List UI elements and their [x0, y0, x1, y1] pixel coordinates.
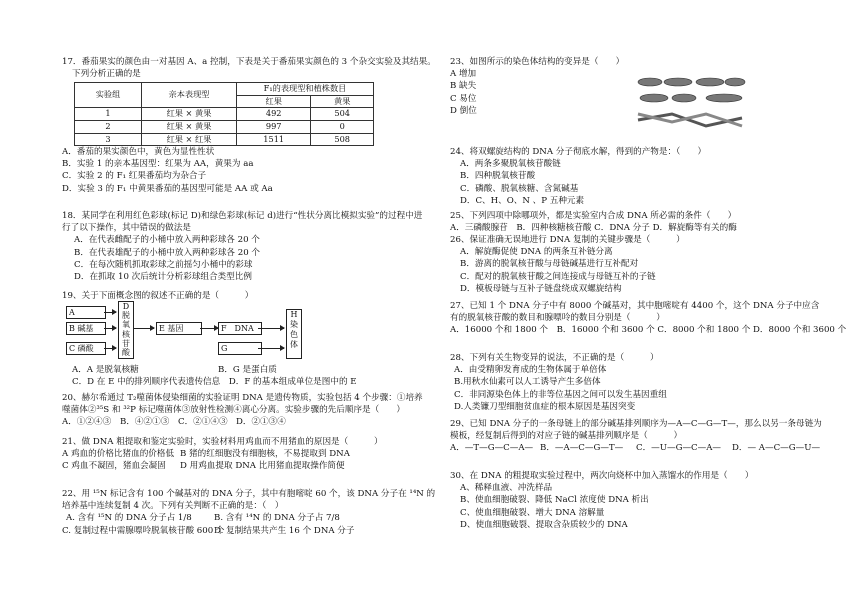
- option-a[interactable]: A．在代表雌配子的小桶中放入两种彩球各 20 个: [74, 235, 260, 246]
- option-a[interactable]: A、稀释血液、冲洗样品: [460, 483, 553, 494]
- option-a[interactable]: A．由受精卵发育成的生物体属于单倍体: [454, 365, 607, 376]
- option-b[interactable]: B．实验 1 的亲本基因型：红果为 AA，黄果为 aa: [62, 159, 254, 170]
- arrow-d-e: [134, 328, 154, 329]
- option-b[interactable]: B．游离的脱氧核苷酸与母链碱基进行互补配对: [460, 259, 639, 270]
- option-d[interactable]: D 倒位: [450, 105, 477, 116]
- option-b[interactable]: B 缺失: [450, 81, 477, 92]
- header-parent: 亲本表现型: [142, 83, 237, 108]
- option-c-d[interactable]: C．D 在 E 中的排列顺序代表遗传信息 D．F 的基本组成单位是图中的 E: [72, 377, 357, 388]
- question-30: [450, 470, 753, 531]
- option-a[interactable]: A．—T—G—C—A—: [450, 443, 534, 454]
- q22-line1: 22、用 ¹⁵N 标记含有 100 个碱基对的 DNA 分子，其中有胞嘧啶 60 个，该 DNA 分子在 ¹⁴N 的: [62, 489, 436, 499]
- node-d-char: 核: [122, 329, 130, 339]
- option-c[interactable]: C．非同源染色体上的非等位基因之间可以发生基因重组: [454, 389, 667, 400]
- q29-line1: 29、已知 DNA 分子的一条母链上的部分碱基排列顺序为—A—C—G—T—，那么以另一条母链为: [450, 419, 822, 429]
- option-c[interactable]: C．配对的脱氧核苷酸之间连接成与母链互补的子链: [460, 271, 656, 282]
- option-d[interactable]: D．②①③④: [236, 417, 286, 428]
- option-a[interactable]: A 增加: [450, 69, 477, 80]
- q17-options: [62, 146, 273, 195]
- option-c[interactable]: C．—U—G—C—A—: [636, 443, 722, 454]
- header-f1: F₁的表现型和植株数目: [237, 83, 374, 96]
- node-b-label: 碱基: [77, 324, 94, 333]
- q29-line2: 模板，经复制后得到的对应子链的碱基排列顺序是（ ）: [450, 431, 683, 442]
- question-29: [450, 418, 822, 455]
- chromosome-figure: [632, 70, 752, 132]
- node-h-char: 染: [290, 320, 298, 329]
- option-a[interactable]: A．两条多聚脱氧核苷酸链: [460, 159, 561, 170]
- cell-red: 997: [237, 120, 311, 133]
- node-e: E 基因: [156, 322, 202, 335]
- q17-table: [74, 82, 374, 146]
- cell-cross: 红果 × 黄果: [142, 120, 237, 133]
- node-d-char: 脱: [122, 311, 130, 321]
- node-f: F DNA: [218, 322, 262, 335]
- node-d: [118, 301, 134, 359]
- arrow-g-h: [258, 348, 284, 349]
- node-c: [66, 342, 106, 355]
- cell-id: 2: [75, 120, 142, 133]
- cell-cross: 红果 × 红果: [142, 133, 237, 146]
- cell-red: 492: [237, 108, 311, 121]
- option-d[interactable]: D. 复制结果共产生 16 个 DNA 分子: [214, 525, 355, 536]
- table-row: [75, 133, 374, 146]
- option-b[interactable]: B．四种脱氧核苷酸: [460, 171, 536, 182]
- question-24: [450, 146, 706, 207]
- option-b[interactable]: B 猪的红细胞没有细胞核，不易提取到 DNA: [180, 449, 350, 460]
- question-23: [450, 56, 624, 117]
- option-c[interactable]: C．②①④③: [178, 417, 228, 428]
- option-d[interactable]: D．模板母链与互补子链盘绕成双螺旋结构: [460, 283, 622, 294]
- node-h-char: 色: [290, 330, 298, 339]
- node-d-char: 氧: [122, 320, 130, 330]
- node-d-char: 苷: [122, 338, 130, 348]
- option-b[interactable]: B．—A—C—G—T—: [540, 443, 624, 454]
- header-yellow: 黄果: [311, 95, 374, 108]
- option-c[interactable]: C．实验 2 的 F₁ 红果番茄均为杂合子: [62, 171, 207, 182]
- option-d[interactable]: D.人类镰刀型细胞贫血症的根本原因是基因突变: [454, 401, 636, 412]
- node-h-char: 体: [290, 340, 298, 349]
- cell-id: 1: [75, 108, 142, 121]
- node-a: A: [66, 306, 106, 319]
- q28-stem: 28、下列有关生物变异的说法，不正确的是（ ）: [450, 353, 659, 363]
- cell-yellow: 508: [311, 133, 374, 146]
- option-c[interactable]: C．在每次随机抓取彩球之前摇匀小桶中的彩球: [74, 259, 253, 270]
- option-a[interactable]: A．解旋酶促使 DNA 的两条互补链分离: [460, 247, 613, 258]
- option-a[interactable]: A．①②④③: [62, 417, 112, 428]
- option-d[interactable]: D 用鸡血提取 DNA 比用猪血提取操作简便: [180, 461, 345, 472]
- option-b[interactable]: B．④②①③: [120, 417, 170, 428]
- q30-stem: 30、在 DNA 的粗提取实验过程中，两次向烧杯中加入蒸馏水的作用是（ ）: [450, 471, 754, 481]
- cell-yellow: 0: [311, 120, 374, 133]
- option-c[interactable]: C 易位: [450, 93, 477, 104]
- q19-stem: 19、关于下面概念图的叙述不正确的是（ ）: [62, 291, 254, 301]
- node-c-letter: C: [69, 344, 76, 353]
- question-18: [62, 210, 422, 283]
- q27-line2: 有的脱氧核苷酸的数目和腺嘌呤的数目分别是（ ）: [450, 313, 665, 324]
- q24-stem: 24、将双螺旋结构的 DNA 分子彻底水解，得到的产物是：（ ）: [450, 147, 707, 157]
- arrow-b-d: [104, 328, 116, 329]
- node-b: [66, 322, 106, 335]
- q23-stem: 23、如图所示的染色体结构的变异是（ ）: [450, 57, 625, 67]
- option-d[interactable]: D．在抓取 10 次后统计分析彩球组合类型比例: [74, 272, 252, 283]
- option-d[interactable]: D．— A—C—G—U—: [732, 443, 821, 454]
- header-group: 实验组: [75, 83, 142, 108]
- cell-yellow: 504: [311, 108, 374, 121]
- cell-id: 3: [75, 133, 142, 146]
- option-c[interactable]: C．磷酸、脱氧核糖、含氮碱基: [460, 183, 579, 194]
- arrow-f-h: [258, 328, 284, 329]
- question-21: [62, 436, 383, 473]
- cell-red: 1511: [237, 133, 311, 146]
- option-b[interactable]: B、使血细胞破裂、降低 NaCl 浓度使 DNA 析出: [460, 495, 649, 506]
- arrow-a-d: [104, 312, 116, 313]
- node-h: [286, 309, 302, 359]
- q18-stem-line1: 18．某同学在利用红色彩球(标记 D)和绿色彩球(标记 d)进行“性状分离比模拟实验”的过程中进: [62, 211, 423, 221]
- q25-stem: 25、下列四项中除哪项外，都是实验室内合成 DNA 所必需的条件（ ）: [450, 211, 737, 221]
- q21-stem: 21、做 DNA 粗提取和鉴定实验时，实验材料用鸡血而不用猪血的原因是（ ）: [62, 437, 383, 447]
- q20-line1: 20、赫尔希通过 T₂噬菌体侵染细菌的实验证明 DNA 是遗传物质，实验包括 4 个步骤：①培养: [62, 393, 423, 403]
- option-a[interactable]: A 鸡血的价格比猪血的价格低: [62, 449, 175, 460]
- option-a[interactable]: A．番茄的果实颜色中，黄色为显性性状: [62, 147, 215, 157]
- question-22: [62, 488, 435, 537]
- arrow-c-d: [104, 348, 116, 349]
- q22-line2: 培养基中连续复制 4 次。下列有关判断不正确的是：（ ）: [62, 501, 284, 512]
- q26-stem: 26、保证准确无误地进行 DNA 复制的关键步骤是（ ）: [450, 235, 685, 245]
- question-27: [450, 300, 846, 337]
- q17-stem-line1: 17．番茄果实的颜色由一对基因 A、a 控制，下表是关于番茄果实颜色的 3 个杂交实验及其结果。: [62, 57, 436, 67]
- option-c[interactable]: C 鸡血不凝固，猪血会凝固: [62, 461, 166, 472]
- q17-stem-line2: 下列分析正确的是: [72, 69, 141, 80]
- question-20: [62, 392, 423, 429]
- option-d[interactable]: D．C、H、O、N 、P 五种元素: [460, 195, 585, 206]
- question-25: [450, 210, 737, 234]
- q19-options: [62, 364, 357, 388]
- question-28: [450, 352, 667, 413]
- option-a[interactable]: A．A 是脱氧核糖: [72, 365, 139, 375]
- table-row: [75, 108, 374, 121]
- node-b-letter: B: [69, 324, 75, 333]
- option-d[interactable]: D、使血细胞破裂、提取含杂质较少的 DNA: [460, 519, 628, 530]
- node-h-char: H: [290, 310, 298, 319]
- option-c[interactable]: C. 复制过程中需腺嘌呤脱氧核苷酸 600 个: [62, 525, 225, 536]
- q18-stem-line2: 行了以下操作，其中错误的做法是: [62, 223, 191, 234]
- node-d-char: D: [122, 302, 130, 311]
- header-red: 红果: [237, 95, 311, 108]
- question-17: [62, 56, 436, 80]
- q25-options[interactable]: A．三磷酸腺苷 B．四种核糖核苷酸 C．DNA 分子 D．解旋酶等有关的酶: [450, 223, 737, 234]
- node-d-char: 酸: [122, 347, 130, 357]
- option-b[interactable]: B．G 是蛋白质: [218, 365, 277, 375]
- table-row: [75, 120, 374, 133]
- q27-options[interactable]: A．16000 个和 1800 个 B．16000 个和 3600 个 C．8000 个和 1800 个 D．8000 个和 3600 个: [450, 325, 847, 336]
- option-d[interactable]: D．实验 3 的 F₁ 中黄果番茄的基因型可能是 AA 或 Aa: [62, 183, 273, 194]
- arrow-e-f: [200, 328, 218, 329]
- question-26: [450, 234, 685, 295]
- q20-line2: 噬菌体②³⁵S 和 ³²P 标记噬菌体③放射性检测④离心分离。实验步骤的先后顺序是（ ）: [62, 405, 406, 416]
- option-b[interactable]: B.用秋水仙素可以人工诱导产生多倍体: [454, 377, 601, 388]
- option-b[interactable]: B．在代表雄配子的小桶中放入两种彩球各 20 个: [74, 247, 260, 258]
- q27-line1: 27、已知 1 个 DNA 分子中有 8000 个碱基对，其中胞嘧啶有 4400 个，这个 DNA 分子中应含: [450, 301, 820, 311]
- option-a[interactable]: A. 含有 ¹⁵N 的 DNA 分子占 1/8: [66, 513, 192, 524]
- node-c-label: 磷酸: [77, 344, 94, 353]
- cell-cross: 红果 × 黄果: [142, 108, 237, 121]
- node-g: G: [218, 342, 262, 355]
- option-c[interactable]: C、使血细胞破裂、增大 DNA 溶解量: [460, 507, 605, 518]
- option-b[interactable]: B. 含有 ¹⁴N 的 DNA 分子占 7/8: [214, 513, 340, 524]
